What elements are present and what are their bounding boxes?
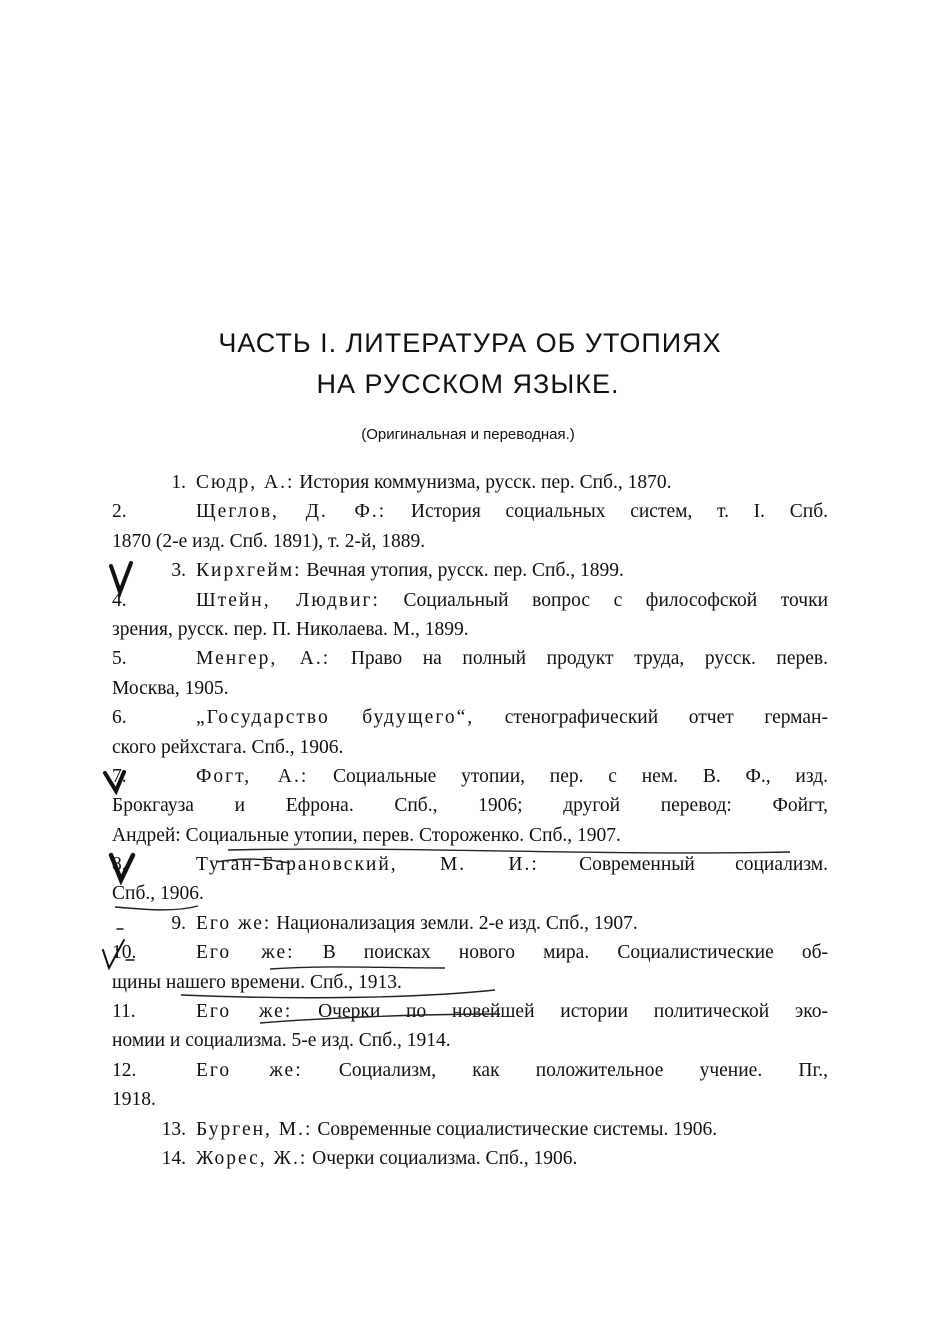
entry-text: Социальный вопрос с философской точки	[403, 589, 828, 611]
entry-author: Щеглов, Д. Ф.:	[196, 501, 387, 523]
entry-text: Национализация земли. 2-е изд. Спб., 1907.	[276, 912, 638, 934]
entry-author: Его же:	[196, 1001, 293, 1023]
entry-continuation: 1870 (2-е изд. Спб. 1891), т. 2-й, 1889.	[112, 530, 426, 552]
entry-continuation: щины нашего времени. Спб., 1913.	[112, 971, 402, 993]
entry-author: Его же:	[196, 942, 295, 964]
entry-number: 12.	[112, 1059, 137, 1081]
page-subtitle: (Оригинальная и переводная.)	[361, 426, 575, 443]
entry-author: Фогт, А.:	[196, 765, 309, 787]
entry-number: 4.	[112, 589, 127, 611]
entry-continuation: Брокгауза и Ефрона. Спб., 1906; другой перевод: Фойгт,	[112, 795, 828, 817]
entry-author: Его же:	[196, 1059, 303, 1081]
checkmark-icon	[111, 855, 133, 880]
underline-mark	[270, 967, 445, 969]
entry-continuation: Андрей: Социальные утопии, перев. Стороженко. Спб., 1907.	[112, 824, 621, 846]
entry-number: 5.	[112, 648, 127, 670]
entry-number: 1.	[171, 472, 186, 493]
entry-continuation: Москва, 1905.	[112, 677, 229, 699]
entry-number: 9.	[171, 912, 186, 934]
entry-text: Очерки социализма. Спб., 1906.	[312, 1147, 578, 1169]
entry-author: Жорес, Ж.:	[196, 1147, 308, 1169]
entry-continuation: номии и социализма. 5-е изд. Спб., 1914.	[112, 1030, 451, 1052]
entry-author: „Государство будущего“,	[196, 707, 475, 729]
entry-text: Современный социализм.	[579, 854, 829, 876]
underline-mark	[260, 1014, 500, 1023]
checkmark-icon	[103, 940, 124, 968]
entry-text: Право на полный продукт труда, русск. перев.	[350, 648, 829, 670]
underline-mark	[181, 990, 495, 998]
entry-number: 8.	[112, 854, 127, 876]
entry-number: 13.	[161, 1118, 186, 1140]
entry-author: Менгер, А.:	[196, 648, 331, 670]
checkmark-icon	[111, 563, 131, 592]
entry-number: 7.	[112, 765, 127, 787]
entry-number: 2.	[112, 501, 127, 523]
entry-number: 14.	[161, 1147, 186, 1169]
page-heading-line-1: ЧАСТЬ I. ЛИТЕРАТУРА ОБ УТОПИЯХ	[218, 328, 722, 358]
entry-text: История коммунизма, русск. пер. Спб., 1870.	[299, 472, 672, 493]
entry-text: Современные социалистические системы. 1906.	[317, 1118, 718, 1140]
entry-text: Вечная утопия, русск. пер. Спб., 1899.	[306, 560, 624, 582]
entry-text: История социальных систем, т. I. Спб.	[410, 501, 828, 523]
underline-mark	[228, 849, 790, 853]
entry-text: Очерки по новейшей истории политической эко-	[318, 1001, 829, 1023]
checkmark-icon	[105, 772, 124, 791]
entry-continuation: Спб., 1906.	[112, 883, 204, 905]
entry-text: стенографический отчет герман-	[504, 707, 828, 729]
entry-text: Социализм, как положительное учение. Пг.,	[338, 1059, 829, 1081]
entry-continuation: 1918.	[112, 1089, 156, 1111]
entry-number: 3.	[171, 560, 186, 582]
underline-mark	[216, 859, 290, 863]
entry-author: Кирхгейм:	[196, 560, 302, 582]
entry-continuation: ского рейхстага. Спб., 1906.	[112, 736, 344, 758]
entry-author: Бурген, М.:	[196, 1118, 313, 1140]
entry-author: Туган-Барановский, М. И.:	[196, 854, 539, 876]
page-heading-line-2: НА РУССКОМ ЯЗЫКЕ.	[316, 369, 620, 399]
entry-number: 10.	[112, 942, 137, 964]
entry-text: Социальные утопии, пер. с нем. В. Ф., изд.	[333, 765, 828, 787]
entry-text: В поисках нового мира. Социалистические об-	[322, 942, 828, 964]
entry-author: Его же:	[196, 912, 272, 934]
entry-continuation: зрения, русск. пер. П. Николаева. М., 1899.	[112, 618, 469, 640]
entry-author: Штейн, Людвиг:	[196, 589, 380, 611]
entry-author: Сюдр, А.:	[196, 472, 295, 493]
underline-mark	[115, 906, 198, 910]
text-underlines	[115, 849, 790, 1023]
entry-number: 11.	[112, 1001, 136, 1023]
entry-number: 6.	[112, 707, 127, 729]
